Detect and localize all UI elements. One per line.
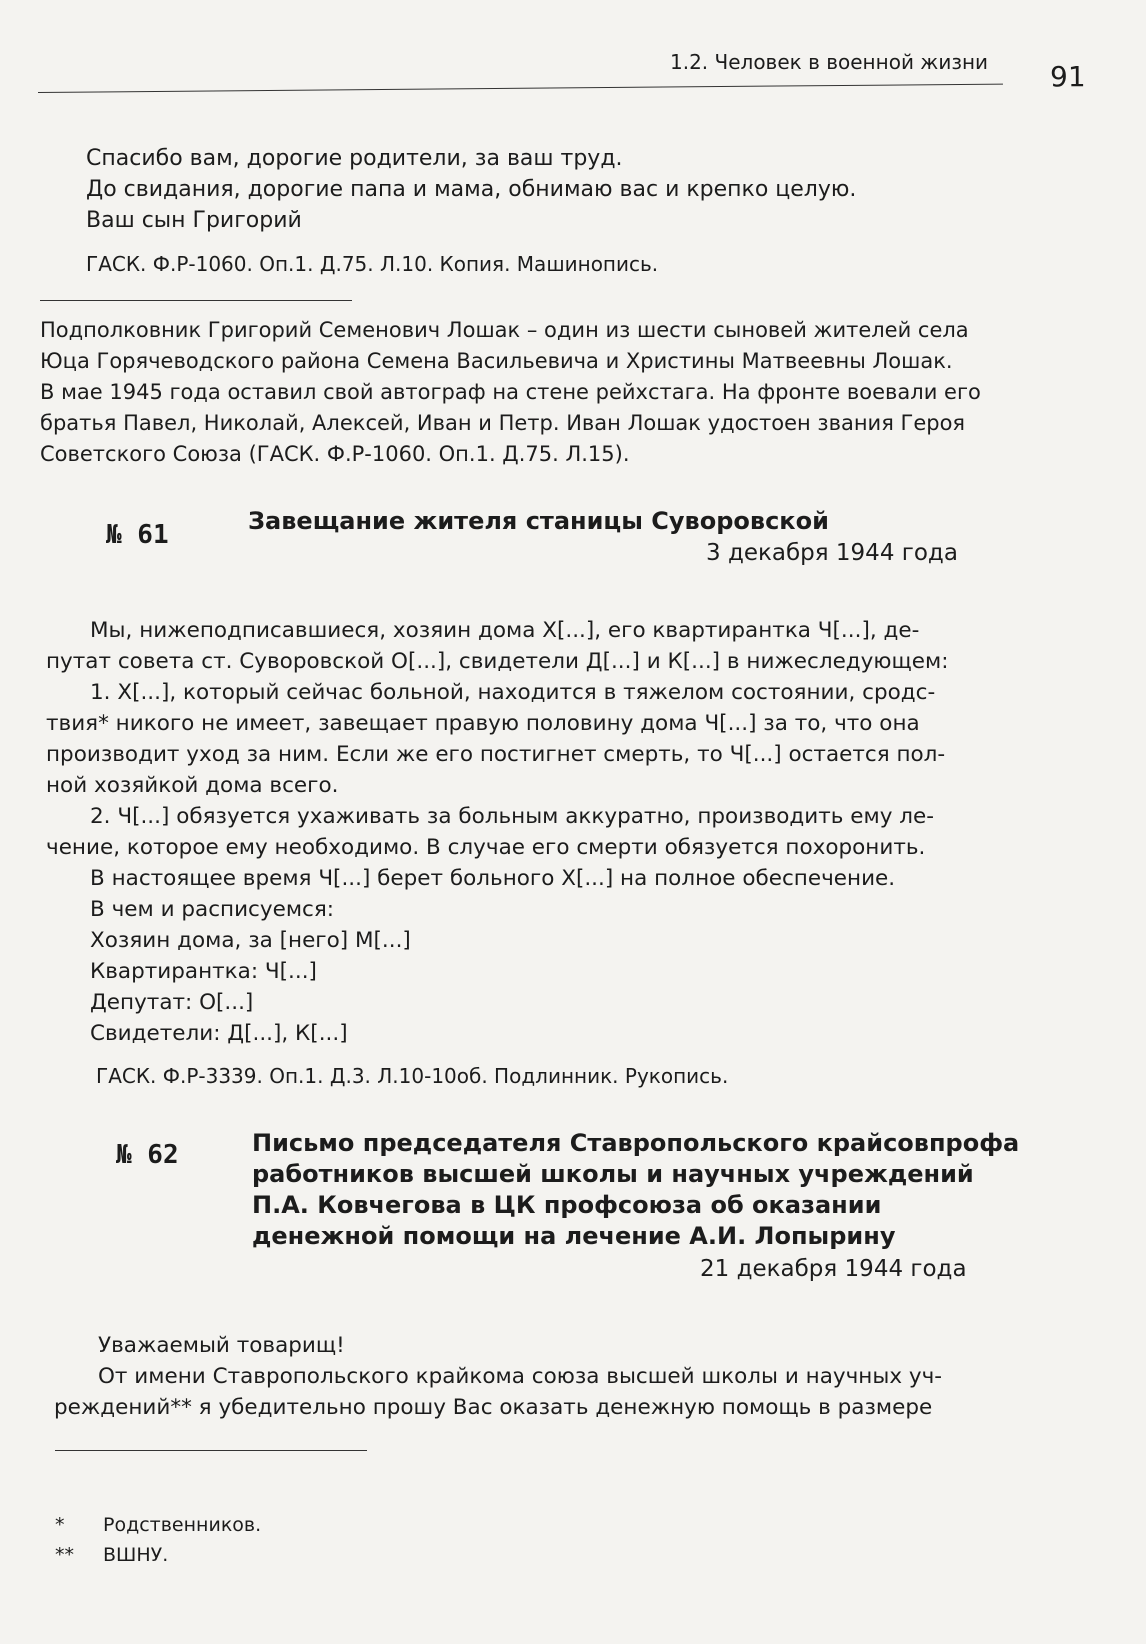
body-line: ной хозяйкой дома всего. xyxy=(46,773,339,798)
note-line: В мае 1945 года оставил свой автограф на стене рейхстага. На фронте воевали его xyxy=(40,380,981,404)
signature-line: Свидетели: Д[...], К[...] xyxy=(90,1021,348,1046)
note-line: Советского Союза (ГАСК. Ф.Р-1060. Оп.1. Д.75. Л.15). xyxy=(40,442,630,466)
footnote-mark: ** xyxy=(55,1544,74,1566)
body-line: твия* никого не имеет, завещает правую половину дома Ч[...] за то, что она xyxy=(46,711,920,736)
body-line: производит уход за ним. Если же его постигнет смерть, то Ч[...] остается пол- xyxy=(46,742,946,767)
body-line: 1. Х[...], который сейчас больной, находится в тяжелом состоянии, сродс- xyxy=(90,680,936,705)
footnote-rule xyxy=(55,1450,367,1451)
body-line: путат совета ст. Суворовской О[...], свидетели Д[...] и К[...] в нижеследующем: xyxy=(46,649,949,674)
archive-source: ГАСК. Ф.Р-1060. Оп.1. Д.75. Л.10. Копия. Машинопись. xyxy=(86,252,659,276)
document-title: Завещание жителя станицы Суворовской xyxy=(248,507,829,535)
signature-line: Хозяин дома, за [него] М[...] xyxy=(90,928,411,953)
biographical-note xyxy=(40,315,981,470)
title-line: П.А. Ковчегова в ЦК профсоюза об оказании xyxy=(252,1191,882,1219)
title-line: работников высшей школы и научных учреждений xyxy=(252,1160,974,1188)
document-body xyxy=(54,1330,942,1423)
note-line: Подполковник Григорий Семенович Лошак – один из шести сыновей жителей села xyxy=(40,318,969,342)
letter-line: Спасибо вам, дорогие родители, за ваш труд. xyxy=(86,146,623,171)
signature-line: Депутат: О[...] xyxy=(90,990,254,1015)
body-line: В чем и расписуемся: xyxy=(90,897,335,922)
footnote-mark: * xyxy=(55,1514,65,1536)
document-number: № 61 xyxy=(106,520,169,550)
footnote-text: ВШНУ. xyxy=(103,1544,169,1566)
title-line: денежной помощи на лечение А.И. Лопырину xyxy=(252,1222,896,1250)
page-number: 91 xyxy=(1050,60,1086,93)
intro-letter xyxy=(86,143,856,236)
letter-line: До свидания, дорогие папа и мама, обнимаю вас и крепко целую. xyxy=(86,177,857,202)
signature-line: Квартирантка: Ч[...] xyxy=(90,959,317,984)
footnote-text: Родственников. xyxy=(103,1514,262,1536)
document-title xyxy=(252,1128,1019,1252)
document-body xyxy=(46,615,948,1049)
note-line: братья Павел, Николай, Алексей, Иван и Петр. Иван Лошак удостоен звания Героя xyxy=(40,411,966,435)
body-line: Мы, нижеподписавшиеся, хозяин дома Х[...], его квартирантка Ч[...], де- xyxy=(90,618,920,643)
letter-signature: Ваш сын Григорий xyxy=(86,208,302,233)
body-line: 2. Ч[...] обязуется ухаживать за больным аккуратно, производить ему ле- xyxy=(90,804,935,829)
title-line: Письмо председателя Ставропольского крайсовпрофа xyxy=(252,1129,1020,1157)
body-line: Уважаемый товарищ! xyxy=(98,1333,345,1358)
header-rule xyxy=(38,84,1003,93)
body-line: В настоящее время Ч[...] берет больного Х[...] на полное обеспечение. xyxy=(90,866,896,891)
body-line: чение, которое ему необходимо. В случае его смерти обязуется похоронить. xyxy=(46,835,926,860)
footnotes xyxy=(55,1510,261,1570)
body-line: От имени Ставропольского крайкома союза высшей школы и научных уч- xyxy=(98,1364,943,1389)
document-number: № 62 xyxy=(116,1140,179,1170)
footnote xyxy=(55,1510,261,1540)
document-date: 3 декабря 1944 года xyxy=(706,540,958,566)
body-line: реждений** я убедительно прошу Вас оказать денежную помощь в размере xyxy=(54,1395,933,1420)
archive-source: ГАСК. Ф.Р-3339. Оп.1. Д.3. Л.10-10об. Подлинник. Рукопись. xyxy=(96,1064,729,1088)
running-header: 1.2. Человек в военной жизни xyxy=(670,50,989,74)
note-line: Юца Горячеводского района Семена Васильевича и Христины Матвеевны Лошак. xyxy=(40,349,953,373)
document-date: 21 декабря 1944 года xyxy=(700,1256,967,1282)
note-rule xyxy=(40,300,352,301)
footnote xyxy=(55,1540,261,1570)
